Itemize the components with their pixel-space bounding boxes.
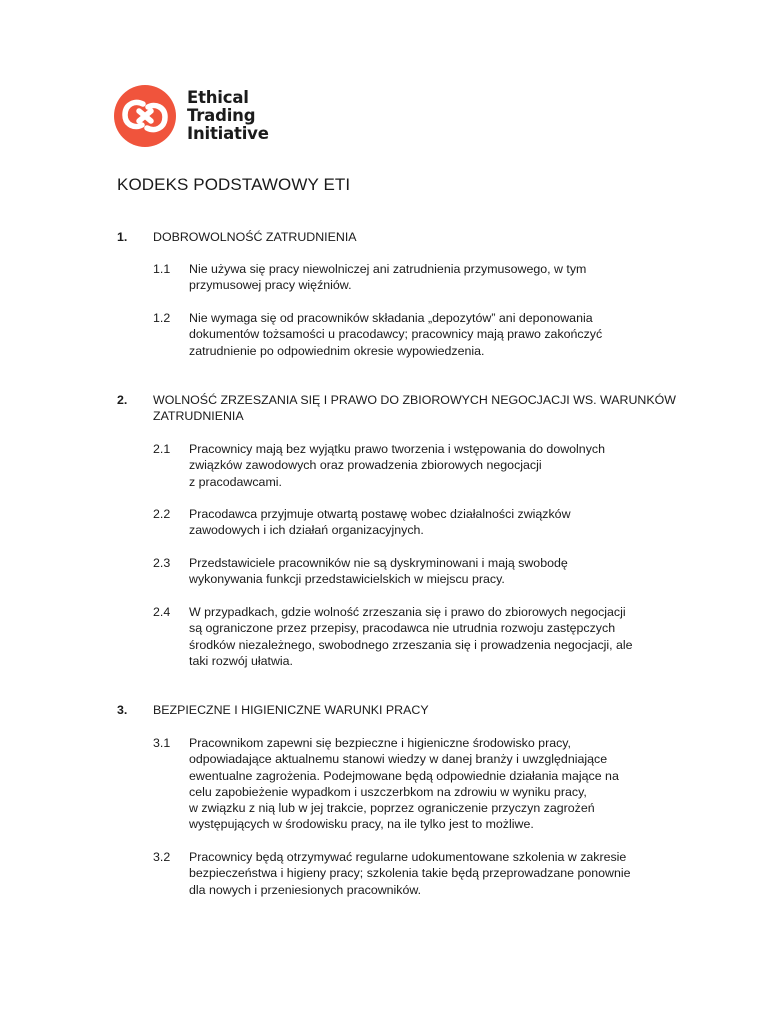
text-line: Pracownikom zapewni się bezpieczne i higieniczne środowisko pracy, — [189, 736, 571, 750]
item-text — [189, 849, 651, 898]
text-line: występujących w środowisku pracy, na ile tylko jest to możliwe. — [189, 817, 534, 832]
item-number: 1.1 — [153, 262, 171, 276]
item-text — [189, 261, 651, 294]
item-number: 2.3 — [153, 556, 171, 570]
text-line: zawodowych i ich działań organizacyjnych. — [189, 523, 424, 538]
text-line: Nie używa się pracy niewolniczej ani zatrudnienia przymusowego, w tym — [189, 262, 587, 276]
eti-logo — [113, 84, 283, 148]
item-text — [189, 604, 651, 669]
text-line: w związku z nią lub w jej trakcie, poprzez ograniczenie przyczyn zagrożeń — [189, 801, 595, 816]
text-line: wykonywania funkcji przedstawicielskich w miejscu pracy. — [189, 572, 505, 587]
section-number: 1. — [117, 230, 128, 244]
item-text — [189, 310, 651, 359]
section-title — [153, 392, 676, 425]
text-line: zatrudnienie po odpowiednim okresie wypowiedzenia. — [189, 343, 485, 358]
document-title: KODEKS PODSTAWOWY ETI — [117, 175, 351, 194]
text-line: Nie wymaga się od pracowników składania „depozytów” ani deponowania — [189, 311, 593, 325]
item-text — [189, 735, 651, 833]
item-text — [189, 555, 651, 588]
section-number: 2. — [117, 393, 128, 407]
text-line: dokumentów tożsamości u pracodawcy; pracownicy mają prawo zakończyć — [189, 327, 603, 342]
item-number: 3.1 — [153, 736, 171, 750]
section-title — [153, 229, 653, 245]
section-title-line: WOLNOŚĆ ZRZESZANIA SIĘ I PRAWO DO ZBIOROWYCH NEGOCJACJI WS. WARUNKÓW — [153, 393, 676, 407]
text-line: Przedstawiciele pracowników nie są dyskryminowani i mają swobodę — [189, 556, 568, 570]
text-line: odpowiadające aktualnemu stanowi wiedzy w danej branży i uwzględniające — [189, 752, 608, 767]
text-line: bezpieczeństwa i higieny pracy; szkolenia takie będą przeprowadzane ponownie — [189, 866, 631, 881]
text-line: z pracodawcami. — [189, 474, 282, 489]
text-line: ewentualne zagrożenia. Podejmowane będą odpowiednie działania mające na — [189, 768, 619, 783]
item-number: 2.2 — [153, 507, 171, 521]
text-line: celu zapobieżenie wypadkom i uszczerbkom na zdrowiu w wyniku pracy, — [189, 784, 587, 799]
text-line: dla nowych i przeniesionych pracowników. — [189, 882, 422, 897]
section-title-line: BEZPIECZNE I HIGIENICZNE WARUNKI PRACY — [153, 703, 429, 717]
eti-logo-icon — [113, 84, 177, 148]
text-line: Pracodawca przyjmuje otwartą postawę wobec działalności związków — [189, 507, 571, 521]
text-line: taki rozwój ułatwia. — [189, 653, 293, 668]
item-number: 2.1 — [153, 442, 171, 456]
text-line: środków niezależnego, swobodnego zrzeszania się i prowadzenia negocjacji, ale — [189, 637, 633, 652]
section-title-line: DOBROWOLNOŚĆ ZATRUDNIENIA — [153, 230, 357, 244]
text-line: Pracownicy będą otrzymywać regularne udokumentowane szkolenia w zakresie — [189, 850, 627, 864]
section-number: 3. — [117, 703, 128, 717]
logo-line: Initiative — [187, 124, 269, 143]
logo-line: Ethical — [187, 88, 249, 107]
text-line: związków zawodowych oraz prowadzenia zbiorowych negocjacji — [189, 458, 542, 473]
logo-line: Trading — [187, 106, 256, 125]
item-text — [189, 441, 651, 490]
logo-wordmark — [187, 89, 269, 143]
text-line: Pracownicy mają bez wyjątku prawo tworzenia i wstępowania do dowolnych — [189, 442, 605, 456]
item-number: 2.4 — [153, 605, 171, 619]
section-title-line: ZATRUDNIENIA — [153, 409, 244, 424]
item-number: 1.2 — [153, 311, 171, 325]
item-text — [189, 506, 651, 539]
text-line: przymusowej pracy więźniów. — [189, 278, 352, 293]
item-number: 3.2 — [153, 850, 171, 864]
section-title — [153, 702, 653, 718]
text-line: W przypadkach, gdzie wolność zrzeszania się i prawo do zbiorowych negocjacji — [189, 605, 626, 619]
text-line: są ograniczone przez przepisy, pracodawca nie utrudnia rozwoju zastępczych — [189, 621, 616, 636]
